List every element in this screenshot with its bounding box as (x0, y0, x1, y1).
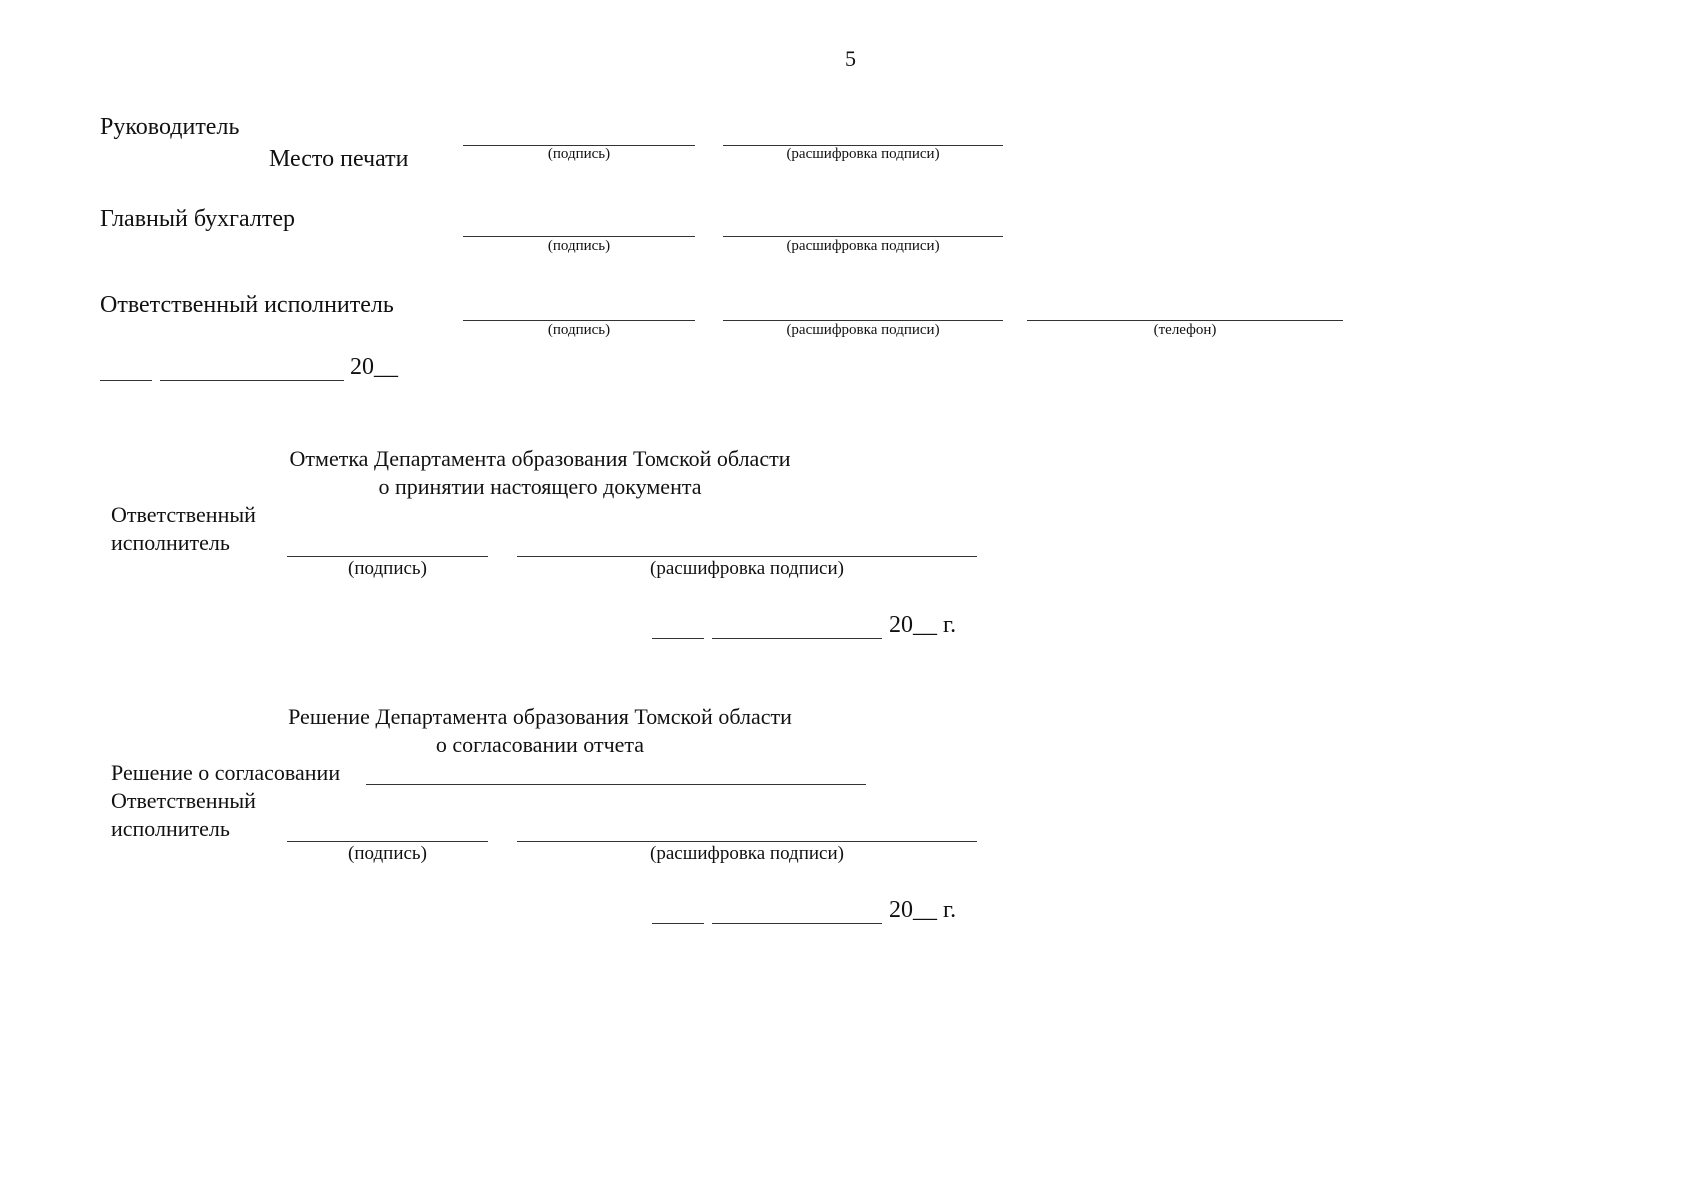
receipt-date-year: 20__ г. (889, 612, 957, 638)
executor-phone-caption: (телефон) (1153, 322, 1217, 338)
accountant-decoding-line[interactable] (723, 236, 1003, 237)
head-decoding-caption: (расшифровка подписи) (786, 146, 940, 162)
executor-phone-line[interactable] (1027, 320, 1343, 321)
decision-date-day-line[interactable] (652, 923, 704, 924)
receipt-date-month-line[interactable] (712, 638, 882, 639)
executor-signature-line[interactable] (463, 320, 695, 321)
decision-signature-caption: (подпись) (348, 843, 427, 864)
date-day-line[interactable] (100, 380, 152, 381)
decision-decoding-line[interactable] (517, 841, 977, 842)
receipt-signature-line[interactable] (287, 556, 488, 557)
receipt-signature-caption: (подпись) (348, 558, 427, 579)
accountant-signature-line[interactable] (463, 236, 695, 237)
decision-title-line1: Решение Департамента образования Томской области (288, 704, 792, 729)
executor-signature-caption: (подпись) (547, 322, 611, 338)
receipt-title-line1: Отметка Департамента образования Томской области (289, 446, 791, 471)
accountant-signature-caption: (подпись) (547, 238, 611, 254)
seal-label: Место печати (269, 146, 409, 172)
head-label: Руководитель (100, 114, 240, 140)
accountant-decoding-caption: (расшифровка подписи) (786, 238, 940, 254)
receipt-decoding-line[interactable] (517, 556, 977, 557)
decision-date-month-line[interactable] (712, 923, 882, 924)
chief-accountant-label: Главный бухгалтер (100, 206, 295, 232)
date-month-line[interactable] (160, 380, 344, 381)
decision-decoding-caption: (расшифровка подписи) (650, 843, 844, 864)
head-signature-caption: (подпись) (547, 146, 611, 162)
receipt-executor-line1: Ответственный (111, 502, 256, 527)
receipt-date-day-line[interactable] (652, 638, 704, 639)
executor-decoding-line[interactable] (723, 320, 1003, 321)
decision-line[interactable] (366, 784, 866, 785)
receipt-decoding-caption: (расшифровка подписи) (650, 558, 844, 579)
receipt-executor-line2: исполнитель (111, 530, 230, 555)
decision-executor-line2: исполнитель (111, 816, 230, 841)
executor-decoding-caption: (расшифровка подписи) (786, 322, 940, 338)
receipt-title-line2: о принятии настоящего документа (378, 474, 702, 499)
date-year: 20__ (350, 354, 398, 380)
decision-title-line2: о согласовании отчета (435, 732, 645, 757)
decision-signature-line[interactable] (287, 841, 488, 842)
decision-date-year: 20__ г. (889, 897, 957, 923)
decision-executor-line1: Ответственный (111, 788, 256, 813)
page-number: 5 (845, 46, 856, 71)
executor-label: Ответственный исполнитель (100, 292, 394, 318)
decision-label: Решение о согласовании (111, 760, 341, 785)
